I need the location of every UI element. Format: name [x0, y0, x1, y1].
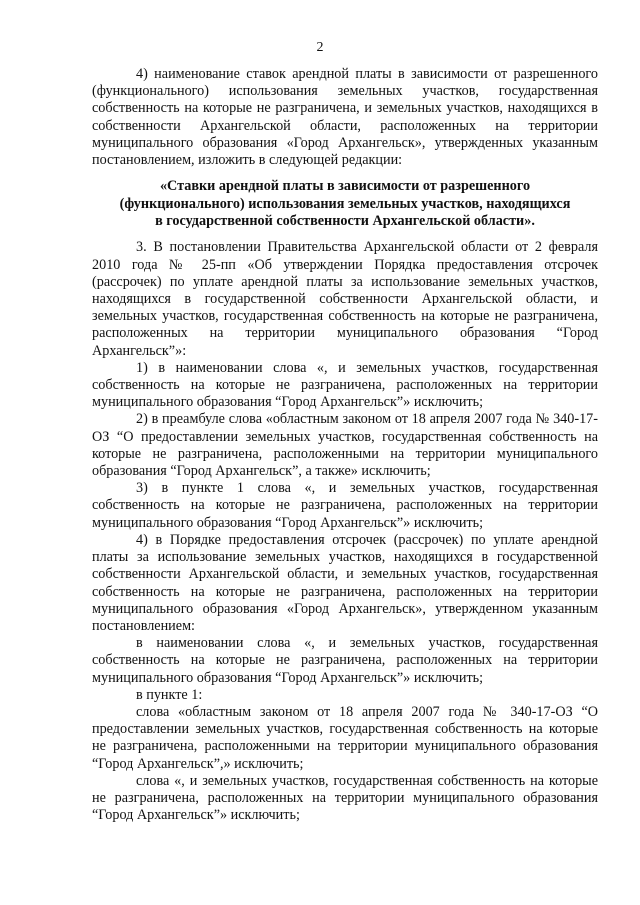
page-number: 2: [316, 40, 324, 55]
paragraph-point-3: 3. В постановлении Правительства Архангельской области от 2 февраля 2010 года № 25-пп «Об утверждении Порядка предоставления отсрочек (рассрочек) по уплате арендной платы за использование земельных участков, находящихся в государственной собственности Архангельской области, и земельных участков, государственная собственность на которые не разграничена, расположенных на территории муниципального образования “Город Архангельск”»:: [92, 239, 598, 359]
paragraph-subpoint-2: 2) в преамбуле слова «областным законом от 18 апреля 2007 года № 340-17-ОЗ “О предоставлении земельных участков, государственная собственность на которые не разграничена, расположенными на территории муниципального образования “Город Архангельск”, а также» исключить;: [92, 411, 598, 480]
paragraph-subpoint-4: 4) в Порядке предоставления отсрочек (рассрочек) по уплате арендной платы за использование земельных участков, находящихся в государственной собственности Архангельской области, и земельных участков, государственная собственность на которые не разграничена, расположенных на территории муниципального образования «Город Архангельск», утвержденном указанным постановлением:: [92, 531, 598, 634]
document-body: [92, 66, 598, 824]
paragraph-item-4-title: 4) наименование ставок арендной платы в зависимости от разрешенного (функционального) использования земельных участков, государственная собственность на которые не разграничена, и земельных участков, находящихся в собственности Архангельской области, расположенных на территории муниципального образования «Город Архангельск», утвержденных указанным постановлением, изложить в следующей редакции:: [92, 66, 598, 169]
paragraph-words-law: слова «областным законом от 18 апреля 2007 года № 340-17-ОЗ “О предоставлении земельных участков, государственная собственность на которые не разграничена, расположенными на территории муниципального образования “Город Архангельск”,» исключить;: [92, 703, 598, 772]
paragraph-subpoint-1: 1) в наименовании слова «, и земельных участков, государственная собственность на которые не разграничена, расположенных на территории муниципального образования “Город Архангельск”» исключить;: [92, 359, 598, 411]
paragraph-subpoint-3: 3) в пункте 1 слова «, и земельных участков, государственная собственность на которые не разграничена, расположенных на территории муниципального образования “Город Архангельск”» исключить;: [92, 480, 598, 531]
paragraph-in-point-1: в пункте 1:: [136, 686, 203, 703]
paragraph-title-amendment: в наименовании слова «, и земельных участков, государственная собственность на которые не разграничена, расположенных на территории муниципального образования “Город Архангельск”» исключить;: [92, 635, 598, 686]
paragraph-words-plots: слова «, и земельных участков, государственная собственность на которые не разграничена, расположенных на территории муниципального образования “Город Архангельск”» исключить;: [92, 772, 598, 824]
section-heading: «Ставки арендной платы в зависимости от разрешенного (функционального) использования земельных участков, находящихся в государственной собственности Архангельской области».: [119, 178, 571, 230]
